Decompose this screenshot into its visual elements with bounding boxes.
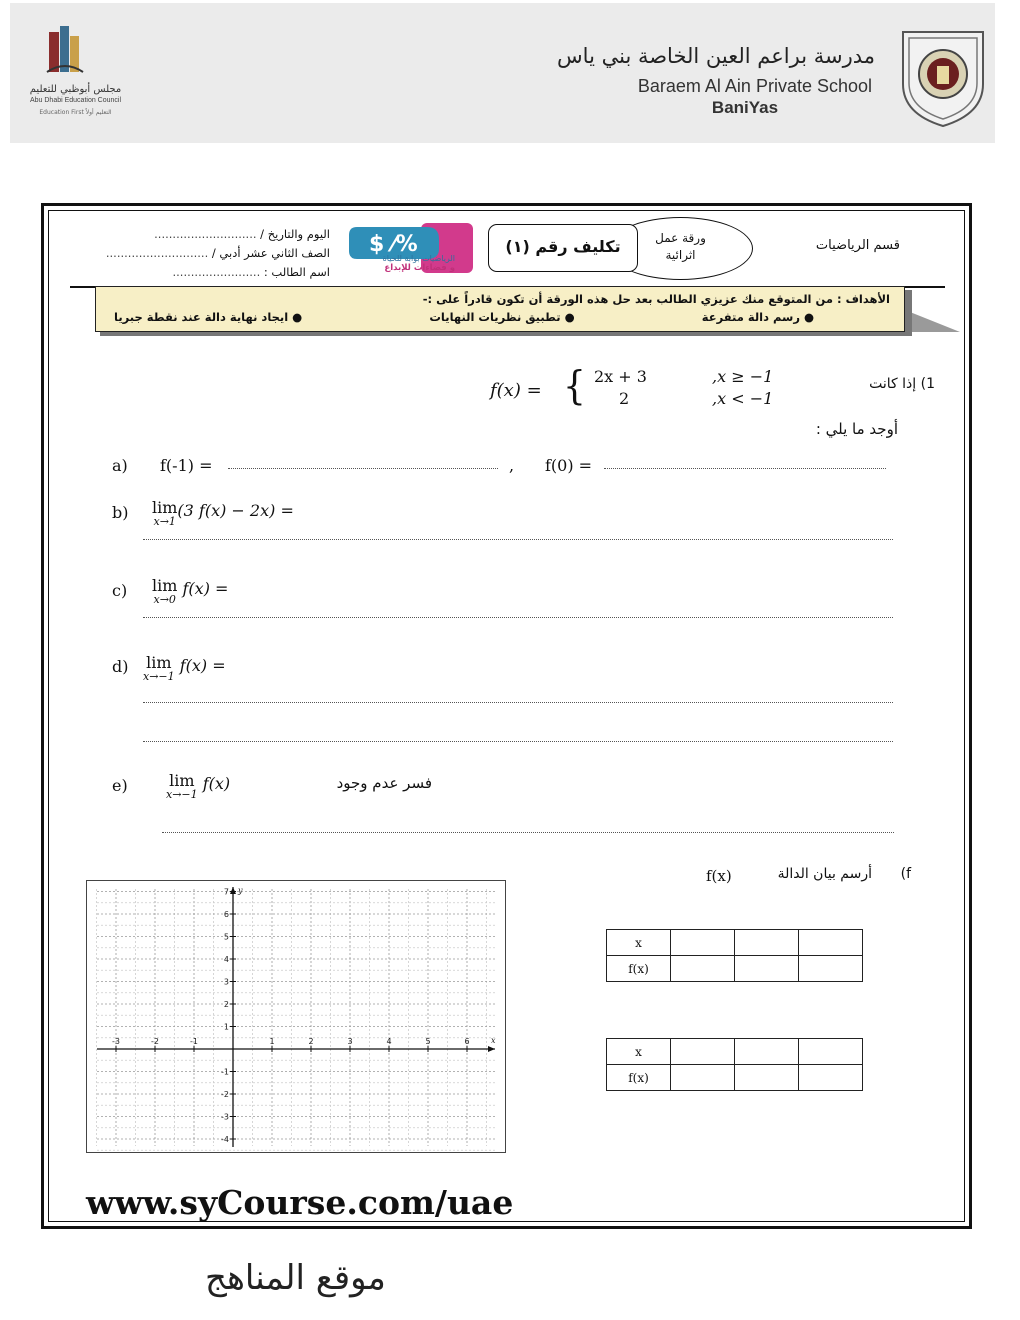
table-cell[interactable] <box>671 956 735 982</box>
part-a-second: f(0) = <box>545 456 593 475</box>
council-tagline: Education First التعليم أولاً <box>39 109 112 116</box>
value-table-2 <box>606 1038 863 1091</box>
x-axis-arrow <box>488 1046 495 1052</box>
x-tick-label: 1 <box>269 1037 275 1046</box>
y-tick-label: 6 <box>223 910 229 919</box>
math-logo <box>343 221 475 275</box>
x-tick-label: 6 <box>464 1037 470 1046</box>
department-label: قسم الرياضيات <box>815 238 900 253</box>
math-logo-line1: الرياضيات بوابة للحياة <box>382 254 455 263</box>
value-table-1 <box>606 929 863 982</box>
x-tick-label: 5 <box>425 1037 431 1046</box>
x-tick-label: -2 <box>151 1037 159 1046</box>
table-cell[interactable] <box>799 1039 863 1065</box>
coordinate-grid-svg <box>87 881 507 1154</box>
part-e-instruction: فسر عدم وجود <box>336 774 432 792</box>
student-name-field[interactable]: ........................ <box>172 265 261 279</box>
part-f-instruction: أرسم بيان الدالة <box>777 866 872 882</box>
part-d-body: f(x) = <box>179 656 226 675</box>
y-tick-label: 5 <box>223 932 229 942</box>
grid-lines <box>97 889 496 1150</box>
math-logo-line2: و فضاءات للإبداع <box>384 263 455 273</box>
council-name-en: Abu Dhabi Education Council <box>29 97 122 104</box>
table-cell[interactable] <box>735 1039 799 1065</box>
lim-subscript: x→−1 <box>143 670 175 683</box>
part-b-label: b) <box>112 503 129 522</box>
part-d-expression <box>143 653 226 684</box>
table-cell[interactable] <box>671 1065 735 1091</box>
school-city: BaniYas <box>711 98 779 117</box>
question-1-label: 1) إذا كانت <box>869 376 935 392</box>
sheet-type-line2: اثرائية <box>665 248 696 262</box>
objectives-title: الأهداف : من المتوقع منك عزيزي الطالب بعد حل هذه الورقة أن تكون قادراً على :- <box>422 292 890 306</box>
y-tick-label: -3 <box>221 1112 229 1122</box>
x-tick-label: -3 <box>112 1037 120 1046</box>
x-tick-label: 2 <box>308 1037 314 1046</box>
part-a-separator: , <box>509 456 515 475</box>
day-date-label: اليوم والتاريخ / <box>260 227 330 241</box>
site-watermark: www.syCourse.com/uae <box>86 1183 514 1222</box>
y-tick-label: 1 <box>223 1022 229 1032</box>
part-b-expression <box>152 498 294 529</box>
piece2-expression: 2 <box>619 389 630 408</box>
class-field[interactable]: ............................ <box>105 246 209 260</box>
part-d-label: d) <box>112 657 129 676</box>
y-tick-label: 2 <box>223 1000 229 1009</box>
part-f-func: f(x) <box>706 867 732 885</box>
part-c-body: f(x) = <box>182 579 229 598</box>
part-a-label: a) <box>112 456 128 475</box>
table-cell[interactable] <box>735 930 799 956</box>
part-a-first: f(-1) = <box>160 456 213 475</box>
lim-subscript: x→0 <box>153 593 176 606</box>
part-d-answer-line-2[interactable] <box>143 741 893 742</box>
school-name-en: Baraem Al Ain Private School <box>637 76 872 96</box>
lim-word: lim <box>146 653 172 672</box>
header-banner <box>10 3 995 143</box>
day-date-field[interactable]: ............................ <box>154 227 257 241</box>
svg-text:$ ⁄%: $ ⁄% <box>369 232 418 257</box>
part-e-label: e) <box>112 776 128 795</box>
part-e-expression <box>166 771 231 802</box>
part-c-expression <box>152 576 229 607</box>
x-tick-label: -1 <box>190 1037 198 1046</box>
part-c-label: c) <box>112 581 128 600</box>
lim-word: lim <box>152 576 178 595</box>
part-a-first-answer[interactable] <box>228 468 498 469</box>
lim-subscript: x→1 <box>153 515 176 528</box>
council-logo <box>45 22 85 82</box>
sheet-type-line1: ورقة عمل <box>655 231 706 245</box>
piece1-expression: 2x + 3 <box>594 367 647 386</box>
part-e-answer-line[interactable] <box>162 832 894 833</box>
x-tick-label: 3 <box>347 1037 353 1046</box>
table-cell[interactable] <box>799 930 863 956</box>
table-row-header: f(x) <box>607 1065 671 1091</box>
lim-subscript: x→−1 <box>166 788 198 801</box>
table-cell[interactable] <box>735 1065 799 1091</box>
part-b-body: (3 f(x) − 2x) = <box>177 501 294 520</box>
y-tick-label: 7 <box>223 887 229 897</box>
part-c-answer-line[interactable] <box>143 617 893 618</box>
assignment-number: تكليف رقم (١) <box>488 224 638 272</box>
site-name-ar: موقع المناهج <box>205 1258 386 1298</box>
y-axis-label: y <box>238 886 243 895</box>
table-row-header: x <box>607 1039 671 1065</box>
find-instruction: أوجد ما يلي : <box>815 420 898 438</box>
piece2-condition: ,x < −1 <box>712 389 774 408</box>
school-name-ar: مدرسة براعم العين الخاصة بني ياس <box>557 44 875 68</box>
y-tick-label: -1 <box>221 1067 229 1077</box>
piecewise-brace: { <box>563 363 586 410</box>
table-cell[interactable] <box>671 930 735 956</box>
objectives-list <box>114 310 814 324</box>
x-axis-label: x <box>491 1036 496 1045</box>
objective-item: ● تطبيق نظريات النهايات <box>429 310 575 324</box>
axes <box>97 887 495 1147</box>
class-label: الصف الثاني عشر أدبي / <box>211 246 330 260</box>
part-f-label: f) <box>900 866 911 882</box>
part-e-body: f(x) <box>202 774 231 793</box>
y-tick-label: -2 <box>221 1090 229 1099</box>
objectives-box <box>95 286 905 332</box>
y-tick-label: 4 <box>223 955 229 964</box>
part-a-second-answer[interactable] <box>604 468 886 469</box>
part-b-answer-line[interactable] <box>143 539 893 540</box>
council-name-ar: مجلس أبوظبي للتعليم <box>29 84 122 95</box>
y-tick-label: -4 <box>221 1135 229 1144</box>
function-lhs: f(x) = <box>490 380 542 401</box>
piece1-condition: ,x ≥ −1 <box>712 367 774 386</box>
table-cell[interactable] <box>799 956 863 982</box>
objective-item: ● رسم دالة متفرعة <box>701 310 814 324</box>
lim-word: lim <box>169 771 195 790</box>
table-row-header: x <box>607 930 671 956</box>
y-axis-arrow <box>230 887 236 894</box>
table-row-header: f(x) <box>607 956 671 982</box>
lim-word: lim <box>152 498 178 517</box>
x-tick-label: 4 <box>386 1037 392 1046</box>
objective-item: ● ايجاد نهاية دالة عند نقطة جبريا <box>114 310 303 324</box>
table-cell[interactable] <box>799 1065 863 1091</box>
coordinate-grid[interactable] <box>86 880 506 1153</box>
table-cell[interactable] <box>735 956 799 982</box>
student-name-label: اسم الطالب : <box>263 265 330 279</box>
objectives-arrow-tail <box>905 310 960 332</box>
student-info <box>90 225 330 282</box>
y-tick-label: 3 <box>223 977 229 987</box>
part-d-answer-line-1[interactable] <box>143 702 893 703</box>
school-crest-icon <box>897 26 989 128</box>
table-cell[interactable] <box>671 1039 735 1065</box>
